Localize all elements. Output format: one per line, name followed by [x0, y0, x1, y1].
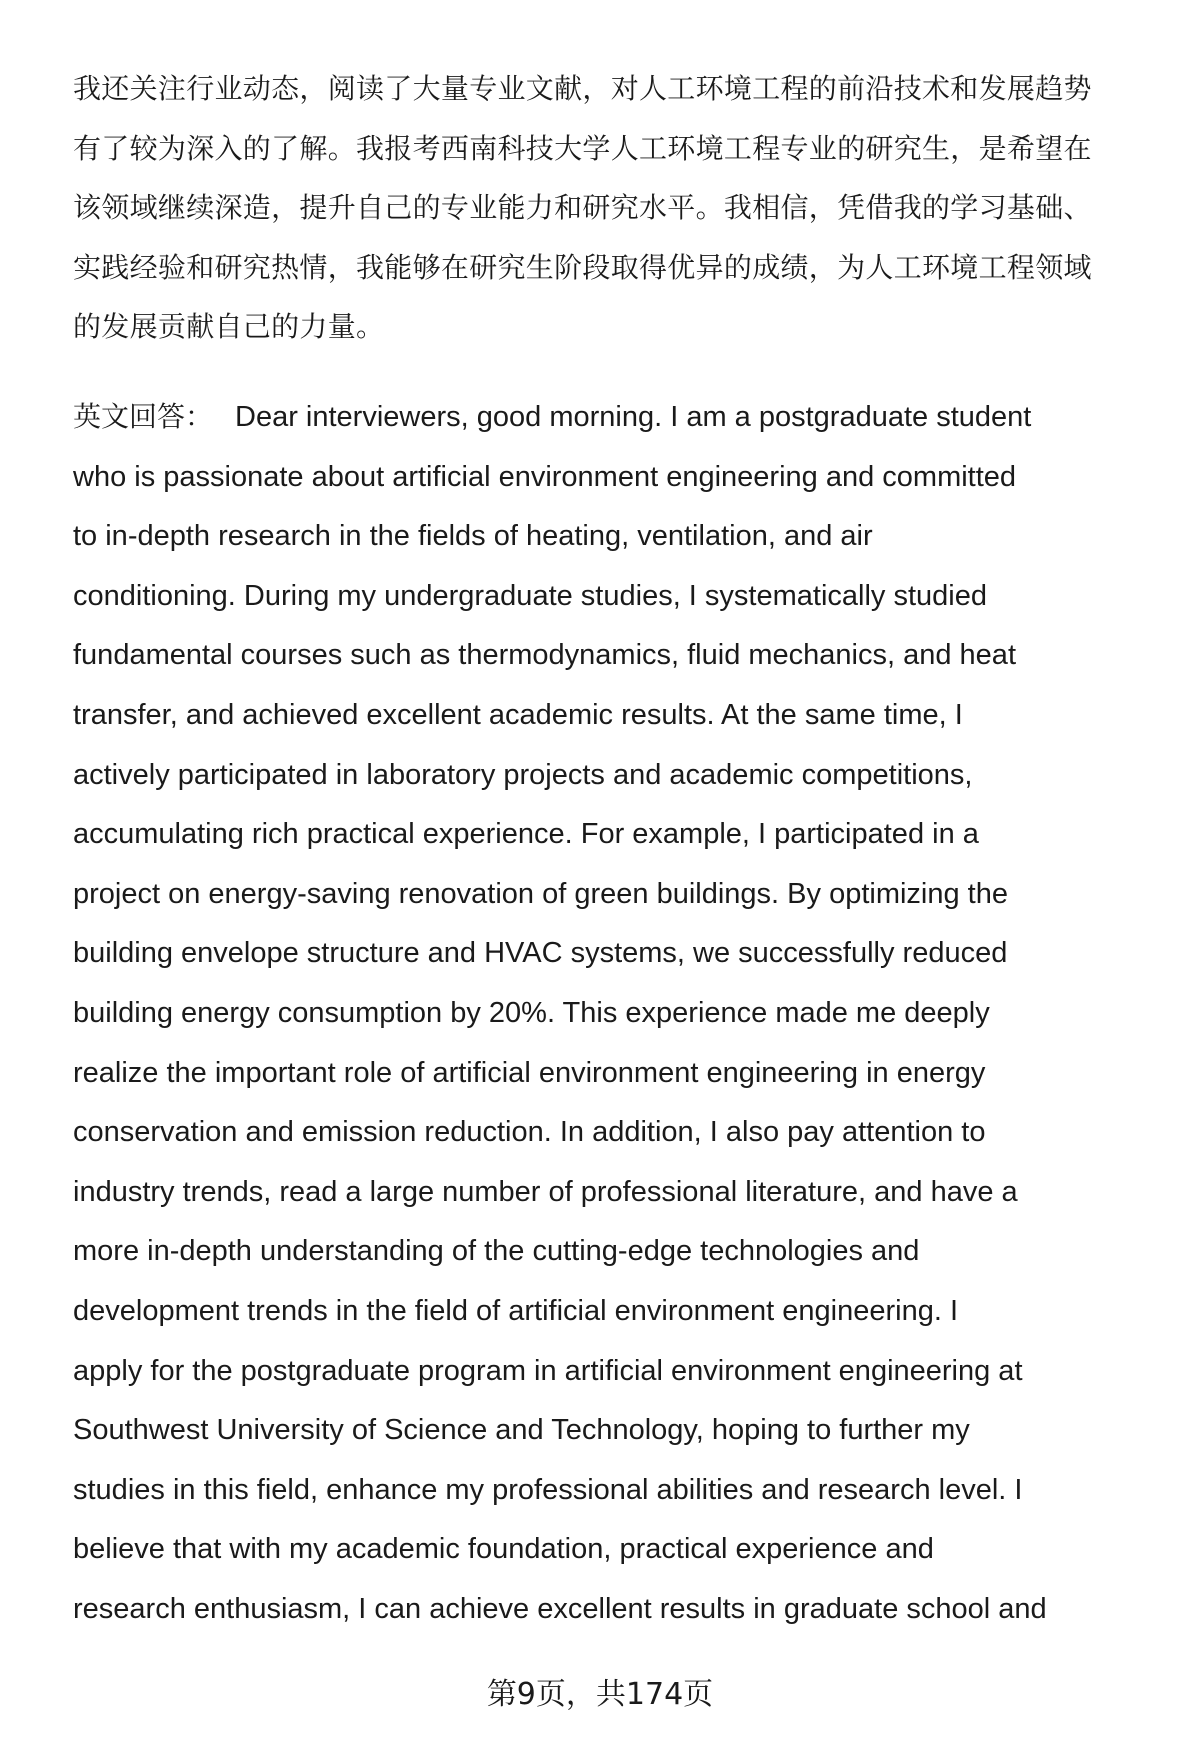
chinese-text-line: 的发展贡献自己的力量。 — [73, 310, 385, 344]
english-answer-label: 英文回答： — [73, 400, 214, 433]
chinese-text-line: 我还关注行业动态，阅读了大量专业文献，对人工环境工程的前沿技术和发展趋势 — [73, 72, 1092, 105]
english-text-line: transfer, and achieved excellent academic results. At the same time, I — [73, 699, 963, 731]
english-text-line: realize the important role of artificial environment engineering in energy — [73, 1056, 986, 1089]
english-text: Dear interviewers, good morning. I am a postgraduate student — [235, 401, 1032, 433]
english-text-line: studies in this field, enhance my professional abilities and research level. I — [73, 1473, 1023, 1506]
english-text-line: Southwest University of Science and Technology, hoping to further my — [73, 1414, 970, 1447]
chinese-text-line: 有了较为深入的了解。我报考西南科技大学人工环境工程专业的研究生，是希望在 — [73, 131, 1092, 165]
english-text-line: conditioning. During my undergraduate studies, I systematically studied — [73, 579, 987, 612]
english-text-line: industry trends, read a large number of professional literature, and have a — [73, 1175, 1018, 1208]
english-text-line: building envelope structure and HVAC systems, we successfully reduced — [73, 937, 1008, 970]
chinese-text-line: 实践经验和研究热情，我能够在研究生阶段取得优异的成绩，为人工环境工程领域 — [73, 250, 1092, 284]
english-text-line — [73, 387, 1031, 447]
english-text-line: accumulating rich practical experience. For example, I participated in a — [73, 818, 979, 851]
english-text-line: development trends in the field of artificial environment engineering. I — [73, 1295, 959, 1327]
english-text-line: more in-depth understanding of the cutting-edge technologies and — [73, 1235, 920, 1268]
chinese-text-line: 该领域继续深造，提升自己的专业能力和研究水平。我相信，凭借我的学习基础、 — [73, 191, 1092, 225]
english-text-line: building energy consumption by 20%. This experience made me deeply — [73, 997, 990, 1029]
english-text-line: fundamental courses such as thermodynamics, fluid mechanics, and heat — [73, 639, 1016, 672]
english-text-line: conservation and emission reduction. In addition, I also pay attention to — [73, 1116, 986, 1149]
english-text-line: to in-depth research in the fields of heating, ventilation, and air — [73, 520, 873, 553]
english-text-line: research enthusiasm, I can achieve excellent results in graduate school and — [73, 1593, 1047, 1625]
page-number: 第9页，共174页 — [486, 1677, 714, 1712]
english-text-line: apply for the postgraduate program in artificial environment engineering at — [73, 1354, 1023, 1387]
english-text-line: project on energy-saving renovation of green buildings. By optimizing the — [73, 877, 1008, 910]
english-text-line: who is passionate about artificial environment engineering and committed — [73, 460, 1017, 493]
english-text-line: believe that with my academic foundation, practical experience and — [73, 1533, 934, 1566]
english-text-line: actively participated in laboratory projects and academic competitions, — [73, 758, 973, 791]
